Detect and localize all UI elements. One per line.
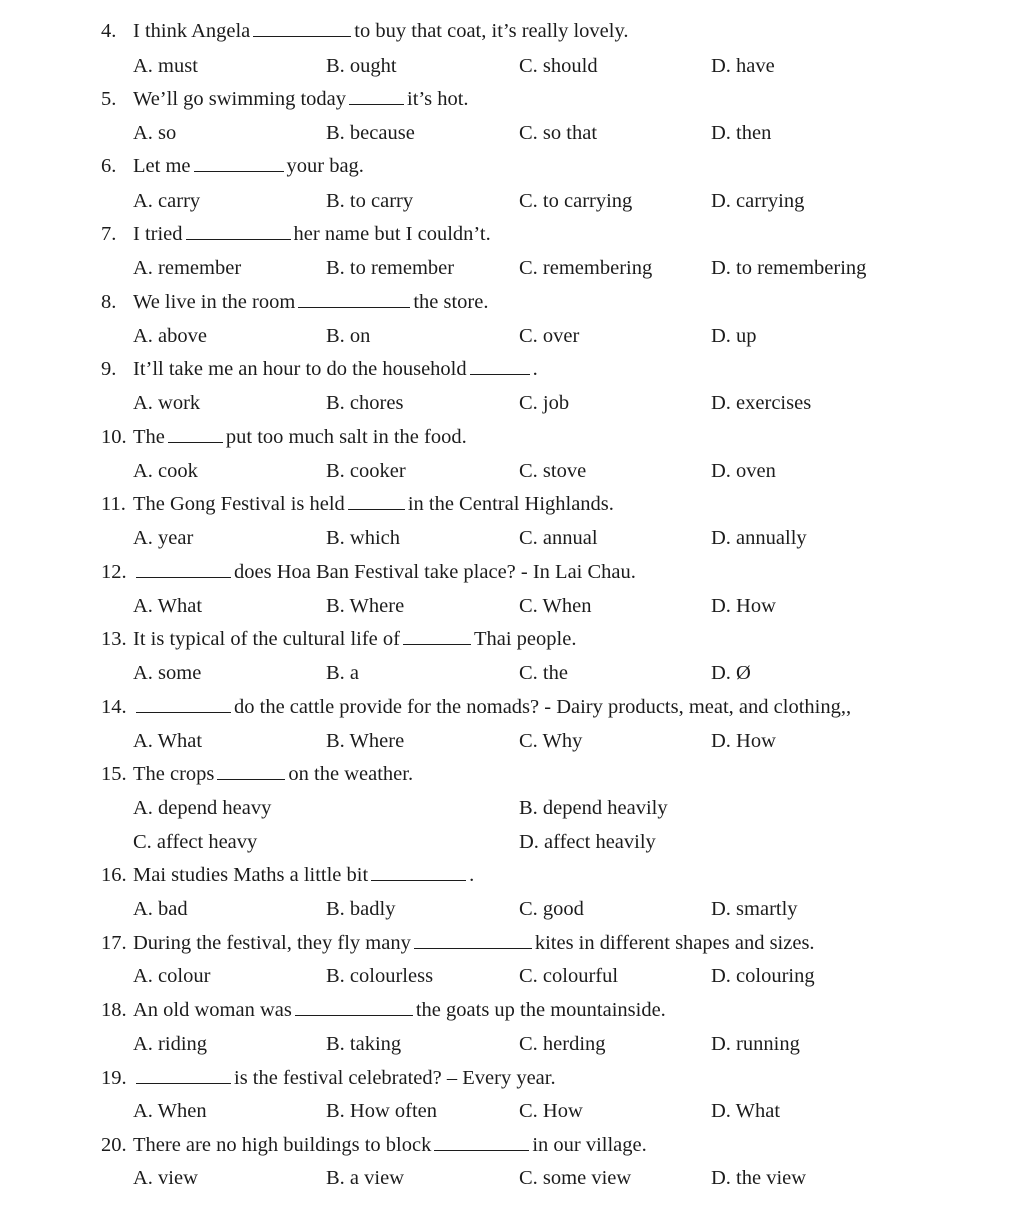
question-6-option-d: D. carrying [711,190,805,212]
question-18-option-d: D. running [711,1033,800,1055]
question-19-option-c: C. How [519,1100,583,1122]
question-13-option-c: C. the [519,662,568,684]
question-text: Mai studies Maths a little bit [133,864,369,886]
question-17-option-d: D. colouring [711,965,815,987]
question-number: 7. [101,223,117,245]
question-text: does Hoa Ban Festival take place? - In Lai Chau. [234,561,636,583]
answer-blank [470,356,530,375]
question-20-option-c: C. some view [519,1167,632,1189]
question-text: it’s hot. [407,88,469,110]
answer-blank [253,18,351,37]
question-8-option-c: C. over [519,325,580,347]
question-6-option-c: C. to carrying [519,190,633,212]
question-number: 8. [101,291,117,313]
question-11-option-a: A. year [133,527,194,549]
question-text: It’ll take me an hour to do the household [133,358,467,380]
question-10-option-d: D. oven [711,460,776,482]
question-text: I think Angela [133,20,251,42]
question-text: the store. [413,291,489,313]
question-12-stem [101,557,636,587]
answer-blank [168,424,223,443]
question-text: put too much salt in the food. [225,426,467,448]
question-17-option-a: A. colour [133,965,211,987]
question-6-option-a: A. carry [133,190,201,212]
question-text: in our village. [532,1134,647,1156]
question-text: . [469,864,475,886]
question-20-option-d: D. the view [711,1167,807,1189]
question-number: 6. [101,155,117,177]
question-text: your bag. [286,155,364,177]
question-18-option-c: C. herding [519,1033,606,1055]
question-8-option-d: D. up [711,325,757,347]
question-10-stem [101,422,467,452]
answer-blank [434,1132,529,1151]
question-11-option-c: C. annual [519,527,598,549]
question-5-option-d: D. then [711,122,772,144]
question-8-stem [101,287,488,317]
question-17-option-b: B. colourless [326,965,434,987]
question-text: It is typical of the cultural life of [133,628,400,650]
question-number: 5. [101,88,117,110]
question-4-option-a: A. must [133,55,198,77]
question-text: the goats up the mountainside. [415,999,666,1021]
question-10-option-a: A. cook [133,460,198,482]
question-9-option-c: C. job [519,392,570,414]
answer-blank [403,626,471,645]
question-11-stem [101,489,614,519]
question-4-stem [101,16,629,46]
question-text: I tried [133,223,183,245]
question-number: 13. [101,628,127,650]
question-number: 14. [101,696,127,718]
question-text: is the festival celebrated? – Every year. [234,1067,556,1089]
question-number: 19. [101,1067,127,1089]
question-text: on the weather. [288,763,414,785]
question-19-option-b: B. How often [326,1100,438,1122]
question-text: The Gong Festival is held [133,493,345,515]
question-15-option-d: D. affect heavily [519,831,656,853]
question-14-option-b: B. Where [326,730,405,752]
answer-blank [349,86,404,105]
question-number: 17. [101,932,127,954]
question-text: to buy that coat, it’s really lovely. [354,20,629,42]
question-number: 18. [101,999,127,1021]
question-6-option-b: B. to carry [326,190,414,212]
question-18-option-a: A. riding [133,1033,208,1055]
question-10-option-c: C. stove [519,460,587,482]
question-20-option-b: B. a view [326,1167,404,1189]
question-10-option-b: B. cooker [326,460,406,482]
question-15-stem [101,759,413,789]
question-number: 11. [101,493,126,515]
question-14-option-c: C. Why [519,730,583,752]
question-18-stem [101,995,666,1025]
question-5-stem [101,84,469,114]
question-13-option-b: B. a [326,662,360,684]
question-15-option-a: A. depend heavy [133,797,272,819]
question-9-option-a: A. work [133,392,201,414]
question-5-option-c: C. so that [519,122,598,144]
question-number: 10. [101,426,127,448]
question-8-option-a: A. above [133,325,208,347]
question-6-stem [101,151,364,181]
answer-blank [348,491,405,510]
question-text: The [133,426,165,448]
question-16-option-d: D. smartly [711,898,798,920]
question-7-option-d: D. to remembering [711,257,867,279]
question-number: 20. [101,1134,127,1156]
question-text: An old woman was [133,999,292,1021]
answer-blank [371,862,466,881]
answer-blank [186,221,291,240]
question-text: The crops [133,763,215,785]
question-14-option-a: A. What [133,730,203,752]
question-5-option-a: A. so [133,122,177,144]
question-12-option-c: C. When [519,595,592,617]
question-text: Let me [133,155,191,177]
question-text: do the cattle provide for the nomads? - Dairy products, meat, and clothing,, [234,696,852,718]
question-9-option-d: D. exercises [711,392,812,414]
question-number: 16. [101,864,127,886]
question-12-option-a: A. What [133,595,203,617]
question-9-option-b: B. chores [326,392,404,414]
question-11-option-d: D. annually [711,527,807,549]
question-number: 12. [101,561,127,583]
question-14-stem [101,692,851,722]
question-text: There are no high buildings to block [133,1134,432,1156]
question-18-option-b: B. taking [326,1033,402,1055]
question-text: her name but I couldn’t. [293,223,491,245]
question-7-stem [101,219,491,249]
question-9-stem [101,354,538,384]
answer-blank [136,1065,231,1084]
question-20-option-a: A. view [133,1167,198,1189]
answer-blank [194,153,284,172]
answer-blank [217,761,285,780]
question-13-stem [101,624,576,654]
question-17-stem [101,928,815,958]
question-16-option-b: B. badly [326,898,396,920]
question-16-option-c: C. good [519,898,584,920]
question-4-option-b: B. ought [326,55,397,77]
question-12-option-d: D. How [711,595,776,617]
question-text: During the festival, they fly many [133,932,411,954]
answer-blank [136,559,231,578]
question-4-option-c: C. should [519,55,598,77]
question-7-option-c: C. remembering [519,257,653,279]
question-16-option-a: A. bad [133,898,188,920]
answer-blank [136,694,231,713]
answer-blank [414,930,532,949]
question-number: 4. [101,20,117,42]
question-text: kites in different shapes and sizes. [534,932,815,954]
question-13-option-d: D. Ø [711,662,751,684]
question-19-option-d: D. What [711,1100,781,1122]
question-5-option-b: B. because [326,122,415,144]
question-text: . [532,358,538,380]
question-20-stem [101,1130,647,1160]
question-17-option-c: C. colourful [519,965,619,987]
question-11-option-b: B. which [326,527,401,549]
question-text: in the Central Highlands. [407,493,614,515]
question-number: 15. [101,763,127,785]
question-8-option-b: B. on [326,325,371,347]
question-number: 9. [101,358,117,380]
question-text: We’ll go swimming today [133,88,347,110]
question-14-option-d: D. How [711,730,776,752]
question-text: Thai people. [473,628,577,650]
question-4-option-d: D. have [711,55,775,77]
question-19-stem [101,1063,556,1093]
question-15-option-c: C. affect heavy [133,831,258,853]
question-16-stem [101,860,474,890]
question-12-option-b: B. Where [326,595,405,617]
question-13-option-a: A. some [133,662,202,684]
question-text: We live in the room [133,291,296,313]
question-15-option-b: B. depend heavily [519,797,668,819]
answer-blank [295,997,413,1016]
question-7-option-b: B. to remember [326,257,455,279]
question-19-option-a: A. When [133,1100,207,1122]
answer-blank [298,289,410,308]
question-7-option-a: A. remember [133,257,242,279]
